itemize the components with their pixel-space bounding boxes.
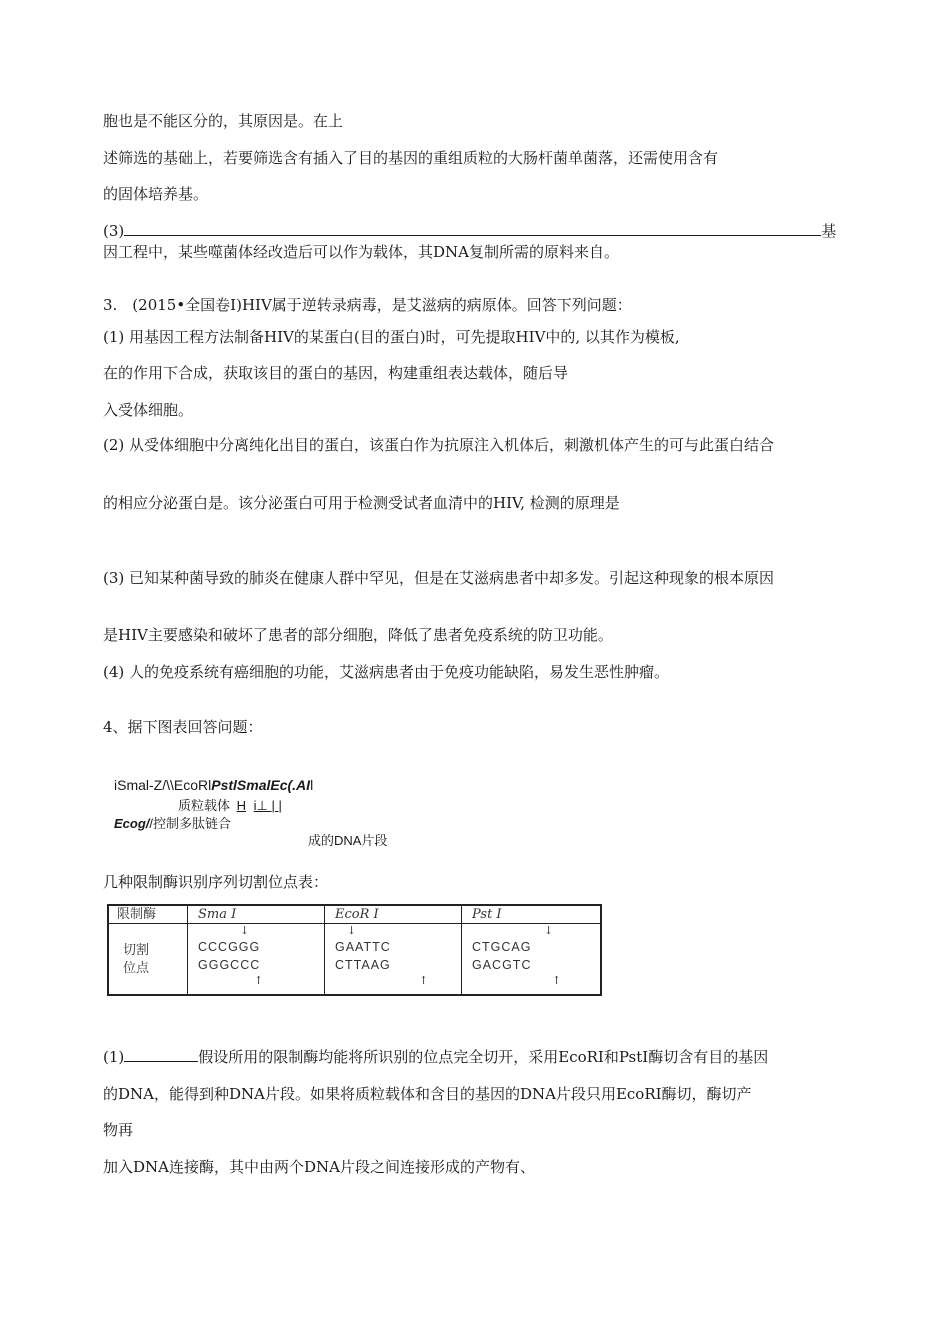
paragraph-line: 加入DNA连接酶，其中由两个DNA片段之间连接形成的产物有、 <box>103 1158 535 1176</box>
enzyme-name-cell: EcoR Ⅰ <box>325 905 462 924</box>
paragraph-line: 在的作用下合成，获取该目的蛋白的基因，构建重组表达载体，随后导 <box>103 364 569 382</box>
diagram-label: /控制多肽链合 <box>149 816 232 831</box>
question-3-heading: 3. (2015•全国卷Ⅰ)HIV属于逆转录病毒，是艾滋病的病原体。回答下列问题： <box>103 296 632 314</box>
table-header-cell: 限制酶 <box>108 905 188 924</box>
answer-blank[interactable] <box>124 221 821 236</box>
paragraph-line: 物再 <box>103 1121 134 1139</box>
cut-arrow-down: ↓ <box>347 924 357 937</box>
question-3-part-4: (4) 人的免疫系统有癌细胞的功能，艾滋病患者由于免疫功能缺陷，易发生恶性肿瘤。 <box>103 663 670 681</box>
sequence-bottom: CTTAAG <box>335 958 391 972</box>
question-text: 假设所用的限制酶均能将所识别的位点完全切开，采用EcoRⅠ和PstⅠ酶切含有目的基因 <box>198 1048 769 1066</box>
paragraph-line: 胞也是不能区分的，其原因是。在上 <box>103 112 344 130</box>
answer-blank[interactable] <box>124 1047 198 1062</box>
cut-arrow-up: ↑ <box>254 974 264 987</box>
paragraph-line: 入受体细胞。 <box>103 401 194 419</box>
diagram-label-row <box>114 813 231 832</box>
sequence-bottom: GACGTC <box>472 958 532 972</box>
cut-site-cell <box>325 924 462 996</box>
cut-arrow-up: ↑ <box>419 974 429 987</box>
cut-site-cell <box>462 924 602 996</box>
table-title: 几种限制酶识别序列切割位点表： <box>103 873 329 891</box>
line-tail: 基 <box>821 222 837 240</box>
paragraph-line: 述筛选的基础上，若要筛选含有插入了目的基因的重组质粒的大肠杆菌单菌落，还需使用含有 <box>103 149 719 167</box>
question-3-blank-line <box>103 221 836 240</box>
diagram-label: iSmal-Z/\\EcoRl <box>114 777 212 793</box>
question-4-part-1 <box>103 1047 768 1066</box>
cut-arrow-up: ↑ <box>552 974 562 987</box>
row-label: 切割 <box>123 943 150 958</box>
sequence-top: GAATTC <box>335 940 391 954</box>
question-3-part-1: (1) 用基因工程方法制备HIV的某蛋白(目的蛋白)时，可先提取HIV中的, 以其作为模板, <box>103 328 680 346</box>
diagram-label-row <box>114 777 313 793</box>
plasmid-vector-label-row <box>178 795 282 814</box>
paragraph-line: 是HIV主要感染和破坏了患者的部分细胞，降低了患者免疫系统的防卫功能。 <box>103 626 613 644</box>
enzyme-name-cell: Sma Ⅰ <box>188 905 325 924</box>
dna-fragment-label: 成的DNA片段 <box>308 833 388 848</box>
diagram-label: i⊥ | | <box>253 798 282 813</box>
cut-arrow-down: ↓ <box>240 924 250 937</box>
paragraph-line: 的固体培养基。 <box>103 185 209 203</box>
sequence-top: CTGCAG <box>472 940 532 954</box>
sequence-top: CCCGGG <box>198 940 261 954</box>
cut-arrow-down: ↓ <box>544 924 554 937</box>
question-3-part-2: (2) 从受体细胞中分离纯化出目的蛋白，该蛋白作为抗原注入机体后，刺激机体产生的可与此蛋白结合 <box>103 436 775 454</box>
question-3-part-3: (3) 已知某种菌导致的肺炎在健康人群中罕见，但是在艾滋病患者中却多发。引起这种现象的根本原因 <box>103 569 775 587</box>
restriction-enzyme-table <box>107 904 602 996</box>
question-4-heading: 4、据下图表回答问题： <box>103 718 263 736</box>
paragraph-line: 的相应分泌蛋白是。该分泌蛋白可用于检测受试者血清中的HIV, 检测的原理是 <box>103 494 620 512</box>
diagram-label: PstlSmalEc(.AI <box>211 777 311 793</box>
paragraph-line: 的DNA，能得到种DNA片段。如果将质粒载体和含目的基因的DNA片段只用EcoRⅠ酶切，酶切产 <box>103 1085 752 1103</box>
enzyme-name-cell: Pst Ⅰ <box>462 905 602 924</box>
item-number: (1) <box>103 1048 125 1066</box>
diagram-label: l <box>310 777 314 793</box>
sequence-bottom: GGGCCC <box>198 958 261 972</box>
row-label: 位点 <box>123 961 150 976</box>
diagram-label: 质粒载体 <box>178 798 231 813</box>
diagram-label: Ecog/ <box>114 816 150 831</box>
cut-site-cell <box>188 924 325 996</box>
diagram-label: H <box>236 798 247 813</box>
paragraph-line: 因工程中，某些噬菌体经改造后可以作为载体，其DNA复制所需的原料来自。 <box>103 243 619 261</box>
item-number: (3) <box>103 222 125 240</box>
row-label-cell <box>108 924 188 996</box>
